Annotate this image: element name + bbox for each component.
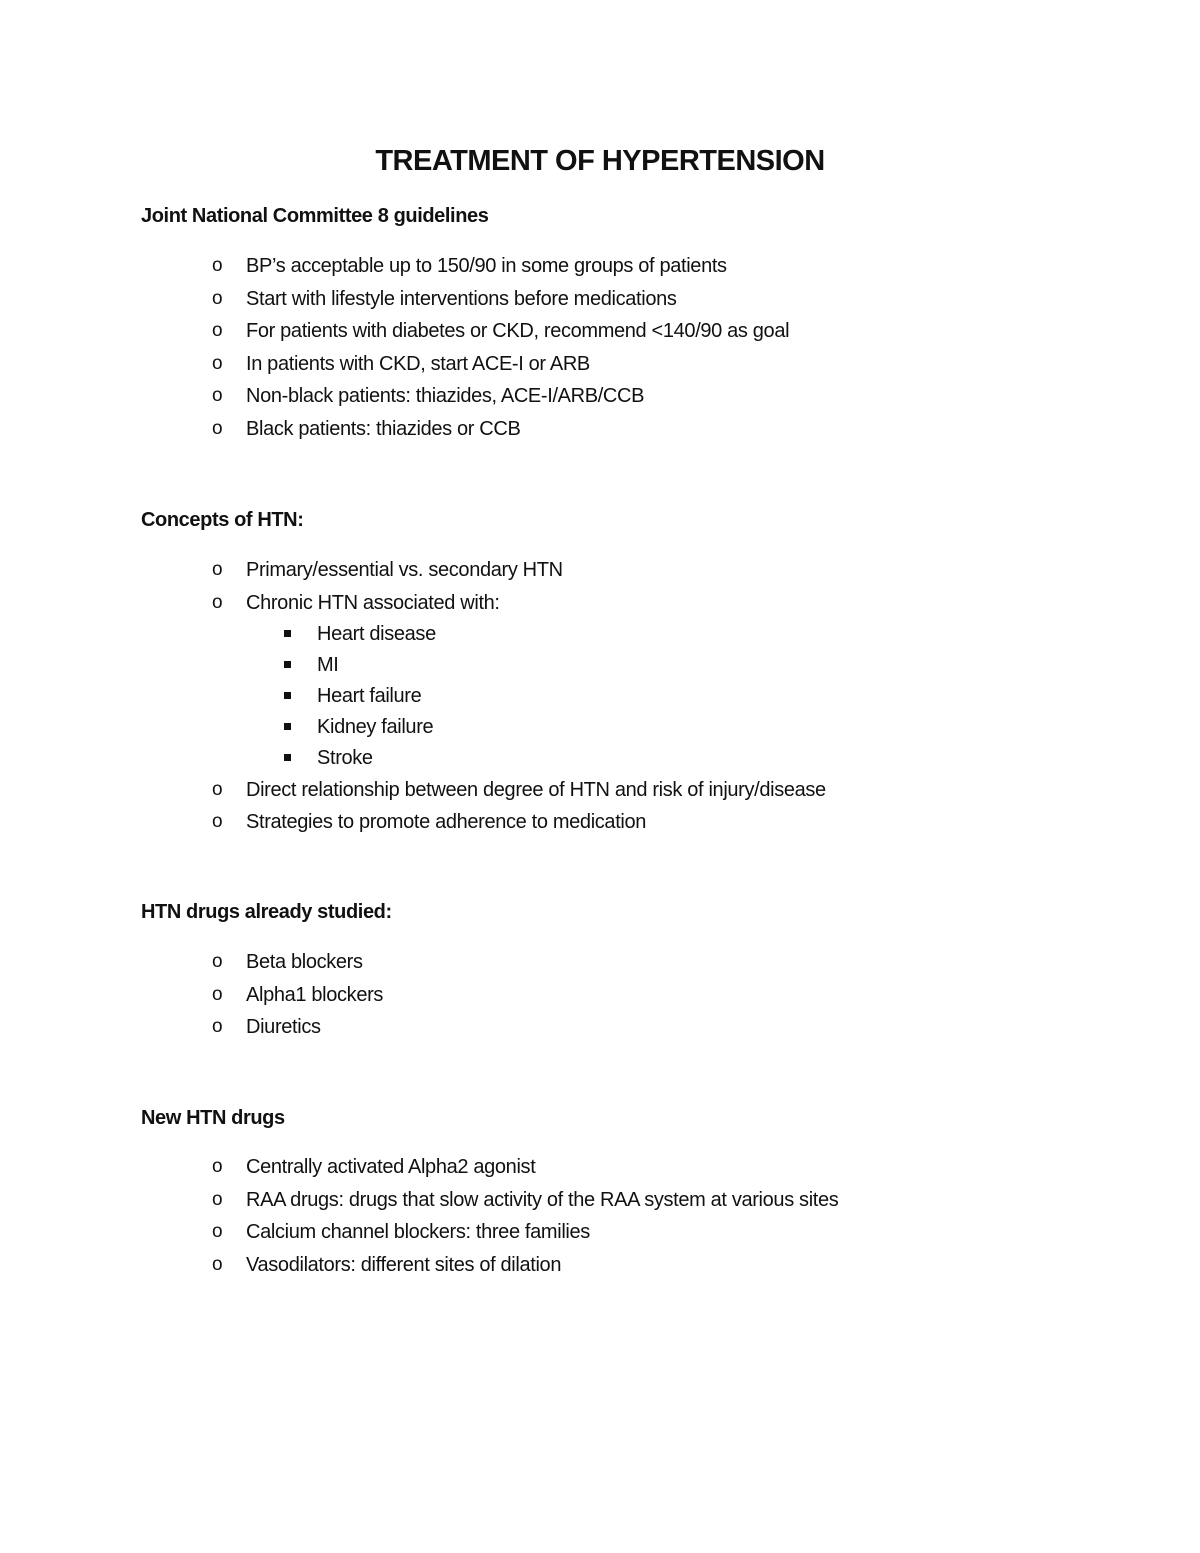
bullet-icon: o <box>212 287 223 309</box>
section-heading-concepts: Concepts of HTN: <box>141 509 304 531</box>
page-title: TREATMENT OF HYPERTENSION <box>375 145 825 177</box>
bullet-icon: o <box>212 811 223 833</box>
bullet-icon: o <box>212 352 223 374</box>
square-bullet-icon <box>284 630 291 637</box>
section-heading-studied: HTN drugs already studied: <box>141 901 392 923</box>
bullet-icon: o <box>212 255 223 276</box>
square-bullet-icon <box>284 754 291 761</box>
bullet-icon: o <box>212 591 223 613</box>
bullet-icon: o <box>212 1188 223 1210</box>
bullet-icon: o <box>212 1016 223 1038</box>
square-bullet-icon <box>284 661 291 668</box>
bullet-icon: o <box>212 385 223 407</box>
square-bullet-icon <box>284 692 291 699</box>
bullet-icon: o <box>212 778 223 800</box>
section-heading-jnc8: Joint National Committee 8 guidelines <box>141 205 489 227</box>
bullet-icon: o <box>212 417 223 439</box>
bullet-icon: o <box>212 951 223 972</box>
square-bullet-icon <box>284 723 291 730</box>
bullet-icon: o <box>212 1253 223 1275</box>
section-heading-new-drugs: New HTN drugs <box>141 1107 285 1129</box>
bullet-icon: o <box>212 559 223 580</box>
document-page: TREATMENT OF HYPERTENSION Joint National Committee 8 guidelines o BP’s acceptable up to 150/90 in some groups of patients o Start with lifestyle interventions before medications o For patients with diabetes or CKD, recommend <140/90 as goal o In patients with CKD, start ACE-I or ARB o Non-black patients: thiazides, ACE-I/ARB/CCB o Black patients: thiazides or CCB Concepts of HTN: o Primary/essential vs. secondary HTN o Chronic HTN associated with: Heart disease MI Heart failure Kidney failure Stroke o Direct relationship between degree of HTN and risk of injury/disease o Strategies to promote adherence to medication HTN drugs already studied: o Beta blockers o Alpha1 blockers o Diuretics New HTN drugs o Centrally activated Alpha2 agonist o RAA drugs: drugs that slow activity of the RAA system at various sites o Calcium channel blockers: three families o Vasodilators: different sites of dilation <box>0 0 1200 1553</box>
bullet-icon: o <box>212 320 223 342</box>
bullet-icon: o <box>212 1156 223 1177</box>
bullet-icon: o <box>212 983 223 1005</box>
bullet-icon: o <box>212 1221 223 1243</box>
